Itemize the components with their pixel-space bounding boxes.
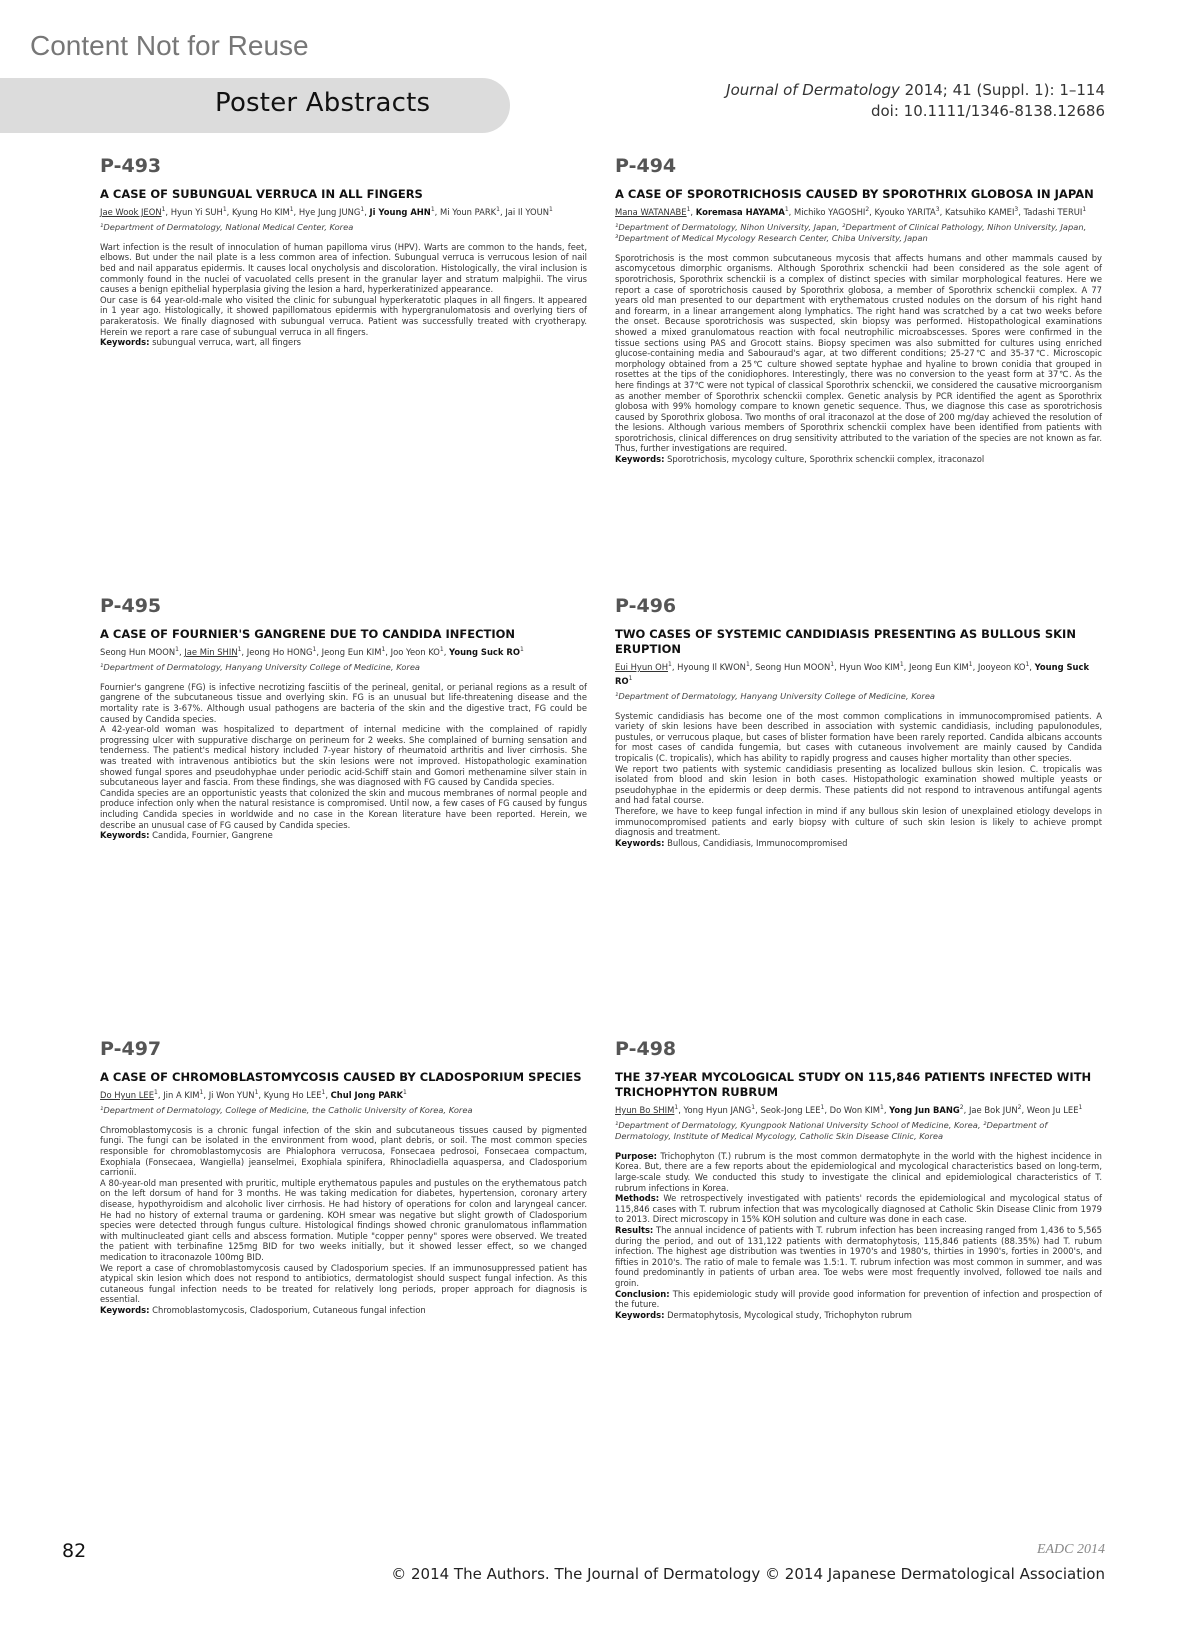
author-name: Seok-Jong LEE bbox=[760, 1104, 821, 1115]
journal-volume: 2014; 41 (Suppl. 1): 1–114 bbox=[899, 81, 1105, 99]
author-name: Jeong Ho HONG bbox=[246, 646, 313, 657]
author-name: Hyun Yi SUH bbox=[170, 206, 223, 217]
section-label: Purpose: bbox=[615, 1150, 657, 1161]
author-affiliation-mark: 1 bbox=[154, 1089, 158, 1096]
author-affiliation-mark: 1 bbox=[668, 661, 672, 668]
keywords bbox=[615, 1310, 1102, 1321]
author-name: Mi Youn PARK bbox=[439, 206, 497, 217]
author-affiliation-mark: 1 bbox=[686, 206, 691, 213]
author-affiliation-mark: 1 bbox=[312, 646, 317, 653]
abstract-id: P-494 bbox=[615, 155, 677, 177]
author-list: Seong Hun MOON$^1$, Jae Min SHIN$^1$, Jeong Ho HONG$^1$, Jeong Eun KIM$^1$, Joo Yeon $KO^1$, Young Suck $RO^1$ bbox=[100, 646, 524, 657]
author-affiliation-mark: 1 bbox=[175, 646, 179, 653]
abstract-p-498 bbox=[615, 1038, 1102, 1320]
abstract-id: P-493 bbox=[100, 155, 162, 177]
author-name: Jai Il YOUN bbox=[505, 206, 550, 217]
author-affiliation-mark: 1 bbox=[519, 646, 524, 653]
body-paragraph bbox=[100, 1178, 587, 1263]
abstract-body bbox=[100, 682, 587, 830]
paragraph-text: We retrospectively investigated with patients' records the epidemiological and mycological status of 115,846 cases with T. rubrum infection that was mycologically diagnosed at Catholic Skin Disease Clinic from 1979 to 2013. Direct microscopy in 15% KOH solution and culture was done in each case. bbox=[615, 1193, 1102, 1225]
keywords bbox=[615, 838, 1102, 849]
abstract-id: P-498 bbox=[615, 1038, 677, 1060]
body-paragraph bbox=[615, 711, 1102, 764]
author-name: Jooyeon KO bbox=[977, 661, 1026, 672]
author-name: Kyouko YARITA bbox=[874, 206, 936, 217]
author-affiliation-mark: 1 bbox=[496, 206, 500, 213]
keywords-label: Keywords: bbox=[100, 830, 150, 841]
affiliations: ¹Department of Dermatology, Nihon University, Japan, ²Department of Clinical Pathology, Nihon University, Japan, ³Department of Medical Mycology Research Center, Chiba University, Japan bbox=[615, 221, 1087, 243]
conference-label: EADC 2014 bbox=[1036, 1542, 1105, 1557]
abstract-title: A CASE OF SUBUNGUAL VERRUCA IN ALL FINGERS bbox=[100, 187, 423, 201]
author-affiliation-mark: 1 bbox=[968, 661, 973, 668]
keywords-text: Chromoblastomycosis, Cladosporium, Cutaneous fungal infection bbox=[149, 1304, 426, 1315]
abstract-title: TWO CASES OF SYSTEMIC CANDIDIASIS PRESENTING AS BULLOUS SKIN ERUPTION bbox=[615, 627, 1076, 656]
body-paragraph bbox=[100, 242, 587, 295]
author-affiliation-mark: 1 bbox=[289, 206, 294, 213]
affiliations: ¹Department of Dermatology, Kyungpook National University School of Medicine, Korea, ²Department of Dermatology, Institute of Medical Mycology, Catholic Skin Disease Clinic, Korea bbox=[615, 1119, 1048, 1141]
keywords-label: Keywords: bbox=[615, 837, 665, 848]
paragraph-text: Therefore, we have to keep fungal infection in mind if any bullous skin lesion of unexplained etiology develops in immunocompromised patients and early biopsy with culture of such skin lesion is likely to achieve prompt diagnosis and treatment. bbox=[615, 805, 1102, 838]
body-paragraph bbox=[100, 788, 587, 830]
author-affiliation-mark: 1 bbox=[1025, 661, 1030, 668]
abstract-body bbox=[615, 1151, 1102, 1310]
author-name: Chul Jong PARK bbox=[330, 1089, 404, 1100]
paragraph-text: A 42-year-old woman was hospitalized to department of internal medicine with the complained of rapidly progressing ulcer with suppurative discharge on perineum for 2 weeks. She complained of burning sensation and tenderness. The patient's medical history included 7-year history of rheumatoid arthritis and liver cirrhosis. She was treated with intravenous antibiotics but the skin lesions were not improved. Histopathologic examination showed fungal spores and pseudohyphae under periodic acid-Schiff stain and Gomori methenamine silver stain in subcutaneous layer and fascia. From these findings, she was diagnosed with FG caused by Candida species. bbox=[100, 724, 587, 788]
author-affiliation-mark: 1 bbox=[222, 206, 227, 213]
keywords bbox=[100, 1305, 587, 1316]
author-name: Weon Ju LEE bbox=[1026, 1104, 1079, 1115]
abstract-body bbox=[100, 1125, 587, 1305]
affiliations: ¹Department of Dermatology, National Medical Center, Korea bbox=[100, 221, 354, 232]
body-paragraph bbox=[100, 295, 587, 337]
section-label: Methods: bbox=[615, 1193, 660, 1204]
author-affiliation-mark: 1 bbox=[381, 646, 386, 653]
paragraph-text: Our case is 64 year-old-male who visited the clinic for subungual hyperkeratotic plaques in all fingers. It appeared in 1 year ago. Histologically, it showed papillomatous epidermis with hypergranulomatosis and overlying tiers of parakeratosis. We finally diagnosed with subungual verruca. Patient was successfully treated with cryotherapy. Herein we report a rare case of subungual verruca in all fingers. bbox=[100, 294, 587, 337]
abstract-title: A CASE OF CHROMOBLASTOMYCOSIS CAUSED BY CLADOSPORIUM SPECIES bbox=[100, 1070, 582, 1084]
paragraph-text: A 80-year-old man presented with pruritic, multiple erythematous papules and pustules on the erythematous patch on the left dorsum of hand for 3 months. He was taking medication for diabetes, hypertension, coronary artery disease, hypothyroidism and alcoholic liver cirrhosis. He had history of operations for colon and laryngeal cancer. He had no history of external trauma or gardening. KOH smear was negative but slight growth of Cladosporium species were detected through fungus culture. Histological findings showed chronic granulomatous inflammation with multinucleated giant cells and abscess formation. Mutiple "copper penny" spores were observed. We treated the patient with terbinafine 125mg BID for two weeks initially, but it showed lesser effect, so we changed medication to itraconazole 100mg BID. bbox=[100, 1177, 587, 1262]
author-name: Katsuhiko KAMEI bbox=[944, 206, 1015, 217]
body-paragraph bbox=[100, 1125, 587, 1178]
abstract-id: P-495 bbox=[100, 595, 162, 617]
author-affiliation-mark: 2 bbox=[959, 1104, 964, 1111]
author-affiliation-mark: 1 bbox=[439, 646, 444, 653]
paragraph-text: Trichophyton (T.) rubrum is the most common dermatophyte in the world with the highest incidence in Korea. But, there are a few reports about the epidemiological and mycological characteristics based on long-term, large-scale study. We conducted this study to investigate the clinical and epidemiological characteristics of T. rubrum infections in Korea. bbox=[615, 1150, 1102, 1193]
section-title: Poster Abstracts bbox=[215, 88, 431, 118]
author-name: Yong Jun BANG bbox=[889, 1104, 960, 1115]
affiliations: ¹Department of Dermatology, Hanyang University College of Medicine, Korea bbox=[615, 690, 936, 701]
journal-doi: doi: 10.1111/1346-8138.12686 bbox=[870, 102, 1105, 120]
author-name: Mana WATANABE bbox=[615, 206, 687, 217]
paragraph-text: Wart infection is the result of innoculation of human papilloma virus (HPV). Warts are common to the hands, feet, elbows. But under the nail plate is a less common area of infection. Subungual verruca is verrucous lesion of nail bed and nail apparatus epidermis. It causes local onycholysis and discoloration. Histologically, the viral inclusion is commonly found in the nuclei of vacuolated cells present in the granular layer and stratum malpighii. The virus causes a benign epithelial hyperplasia giving the lesion a hard, hyperkeratinized appearance. bbox=[100, 241, 587, 295]
author-name: Hyun Bo SHIM bbox=[615, 1104, 675, 1115]
body-paragraph bbox=[615, 764, 1102, 806]
journal-citation bbox=[726, 80, 1105, 122]
body-paragraph bbox=[615, 253, 1102, 454]
page-number: 82 bbox=[62, 1540, 87, 1562]
author-name: Ji Won YUN bbox=[208, 1089, 255, 1100]
abstract-p-493 bbox=[100, 155, 587, 348]
abstract-id: P-497 bbox=[100, 1038, 162, 1060]
body-paragraph bbox=[615, 1151, 1102, 1193]
author-affiliation-mark: 1 bbox=[430, 206, 435, 213]
body-paragraph bbox=[615, 1193, 1102, 1225]
section-label: Results: bbox=[615, 1224, 654, 1235]
author-name: Yong Hyun JANG bbox=[683, 1104, 752, 1115]
keywords bbox=[100, 830, 587, 841]
author-affiliation-mark: 1 bbox=[1082, 206, 1087, 213]
author-name: Jeong Eun KIM bbox=[908, 661, 969, 672]
paragraph-text: Chromoblastomycosis is a chronic fungal infection of the skin and subcutaneous tissues caused by pigmented fungi. The fungi can be isolated in the environment from wood, plant debris, or soil. The most common species responsible for chromoblastomycosis are Phialophora verrucosa, Fonsecaea pedrosoi, Fonsecaea compactum, Exophiala (Fonsecaea, Wangiella) jeanselmei, Exophiala spinifera, Rhinocladiella aquaspersa, and Cladosporium carrionii. bbox=[100, 1124, 587, 1178]
paragraph-text: Systemic candidiasis has become one of the most common complications in immunocompromised patients. A variety of skin lesions have been described in association with systemic candidiasis, including papulonodules, pustules, or verrucous plaque, but cases of blister formation have been rarely reported. Candida albicans accounts for most cases of candida fungemia, but cases with cutaneous involvement are mainly caused by Candida tropicalis (C. tropicalis), which has ability to rapidly progress and causes higher mortality than other species. bbox=[615, 710, 1102, 763]
author-name: Kyung Ho LEE bbox=[263, 1089, 322, 1100]
affiliations: ¹Department of Dermatology, College of Medicine, the Catholic University of Korea, Korea bbox=[100, 1104, 473, 1115]
abstract-p-497 bbox=[100, 1038, 587, 1315]
paragraph-text: The annual incidence of patients with T. rubrum infection has been increasing ranged from 1,436 to 5,565 during the period, and out of 131,122 patients with dermatophytosis, 115,846 patients (88.35%) had T. rubum infection. The highest age distribution was twenties in 1970's and 1980's, thirties in 1990's, forties in 2000's, and fifties in 2010's. The ratio of male to female was 1.5:1. T. rubrum infection was most common in summer, and was found predominantly in patients of urban area. Toe webs were most frequently involved, followed toe nails and groin. bbox=[615, 1224, 1102, 1288]
keywords-label: Keywords: bbox=[100, 1304, 150, 1315]
author-affiliation-mark: 1 bbox=[745, 661, 750, 668]
abstract-body bbox=[615, 253, 1102, 454]
author-name: Hye Jung JUNG bbox=[298, 206, 361, 217]
abstract-p-495 bbox=[100, 595, 587, 841]
author-name: Jae Min SHIN bbox=[184, 646, 238, 657]
author-affiliation-mark: 1 bbox=[403, 1089, 407, 1096]
body-paragraph bbox=[100, 1263, 587, 1305]
author-affiliation-mark: 1 bbox=[899, 661, 904, 668]
keywords-label: Keywords: bbox=[100, 337, 150, 348]
author-name: Jae Wook JEON bbox=[100, 206, 162, 217]
author-name: Tadashi TERUI bbox=[1023, 206, 1083, 217]
paragraph-text: Fournier's gangrene (FG) is infective necrotizing fasciitis of the perineal, genital, or perianal regions as a result of gangrene of the subcutaneous tissue and overlying skin. FG is an unusual but life-threatening disease and the mortality rate is 3-67%. Although usual pathogens are bacteria of the skin and the digestive tract, FG could be caused by Candida species. bbox=[100, 681, 587, 724]
author-list: Eui Hyun $OH^1$, Hyoung Il KWON$^1$, Seong Hun MOON$^1$, Hyun Woo KIM$^1$, Jeong Eun KIM$^1$, Jooyeon $KO^1$, Young Suck $RO^1$ bbox=[615, 661, 1090, 686]
abstract-title: A CASE OF FOURNIER'S GANGRENE DUE TO CANDIDA INFECTION bbox=[100, 627, 516, 641]
author-affiliation-mark: 1 bbox=[199, 1089, 204, 1096]
keywords-text: Sporotrichosis, mycology culture, Sporothrix schenckii complex, itraconazol bbox=[664, 454, 985, 465]
author-name: Michiko YAGOSHI bbox=[794, 206, 866, 217]
keywords-text: Bullous, Candidiasis, Immunocompromised bbox=[664, 837, 848, 848]
author-name: Hyun Woo KIM bbox=[839, 661, 900, 672]
author-name: Eui Hyun OH bbox=[615, 661, 669, 672]
author-affiliation-mark: 1 bbox=[879, 1104, 884, 1111]
author-list: Mana WATANABE$^1$, Koremasa HAYAMA$^1$, Michiko YAGOSHI$^2$, Kyouko YARITA$^3$, Katsuhiko KAMEI$^3$, Tadashi TERUI$^1$ bbox=[615, 206, 1087, 217]
paragraph-text: We report a case of chromoblastomycosis caused by Cladosporium species. If an immunosuppressed patient has atypical skin lesion which does not respond to antibiotics, dermatologist should suspect fungal infection. As this cutaneous fungal infection needs to be treated for relatively long periods, proper approach for diagnosis is essential. bbox=[100, 1262, 587, 1305]
author-name: Kyung Ho KIM bbox=[232, 206, 290, 217]
author-list: Hyun Bo SHIM$^1$, Yong Hyun JANG$^1$, Seok-Jong LEE$^1$, Do Won KIM$^1$, Yong Jun BANG$^2$, Jae Bok JUN$^2$, Weon Ju LEE$^1$ bbox=[615, 1104, 1083, 1115]
author-name: Seong Hun MOON bbox=[755, 661, 831, 672]
paragraph-text: We report two patients with systemic candidiasis presenting as localized bullous skin lesion. C. tropicalis was isolated from blood and skin lesion in both cases. Histopathologic examination showed multiple yeasts or pseudohyphae in the epidermis or deep dermis. These patients did not respond to intravenous antifungal agents and had fatal course. bbox=[615, 763, 1102, 806]
author-name: Do Won KIM bbox=[829, 1104, 880, 1115]
author-affiliation-mark: 1 bbox=[674, 1104, 679, 1111]
abstract-id: P-496 bbox=[615, 595, 677, 617]
body-paragraph bbox=[615, 1225, 1102, 1289]
author-name: Koremasa HAYAMA bbox=[695, 206, 785, 217]
author-name: Jin A KIM bbox=[163, 1089, 200, 1100]
abstract-body bbox=[100, 242, 587, 337]
keywords-text: Dermatophytosis, Mycological study, Trichophyton rubrum bbox=[664, 1309, 912, 1320]
abstract-p-496 bbox=[615, 595, 1102, 848]
author-affiliation-mark: 3 bbox=[1014, 206, 1019, 213]
author-affiliation-mark: 1 bbox=[161, 206, 166, 213]
watermark-text: Content Not for Reuse bbox=[30, 30, 309, 61]
body-paragraph bbox=[615, 806, 1102, 838]
keywords bbox=[100, 337, 587, 348]
abstract-p-494 bbox=[615, 155, 1102, 465]
author-affiliation-mark: 1 bbox=[820, 1104, 825, 1111]
keywords-text: Candida, Fournier, Gangrene bbox=[149, 830, 273, 841]
author-name: Jeong Eun KIM bbox=[321, 646, 382, 657]
paragraph-text: Candida species are an opportunistic yeasts that colonized the skin and mucous membranes of normal people and produce infection only when the natural resistance is compromised. Until now, a few cases of FG caused by fungus including Candida species in worldwide and no case in the Korean literature have been reported. Herein, we describe an unusual case of FG caused by Candida species. bbox=[100, 787, 587, 830]
body-paragraph bbox=[100, 682, 587, 724]
author-affiliation-mark: 1 bbox=[549, 206, 553, 213]
author-name: Joo Yeon KO bbox=[390, 646, 440, 657]
keywords-text: subungual verruca, wart, all fingers bbox=[149, 337, 302, 348]
author-name: Do Hyun LEE bbox=[100, 1089, 155, 1100]
body-paragraph bbox=[615, 1289, 1102, 1310]
author-affiliation-mark: 1 bbox=[628, 674, 633, 682]
author-affiliation-mark: 1 bbox=[321, 1089, 326, 1096]
author-name: Jae Bok JUN bbox=[968, 1104, 1018, 1115]
abstract-body bbox=[615, 711, 1102, 838]
author-name: Ji Young AHN bbox=[369, 206, 431, 217]
paragraph-text: Sporotrichosis is the most common subcutaneous mycosis that affects humans and other mammals caused by ascomycetous dimorphic organisms. Although Sporothrix schenckii had been considered as the sole agent of sporotrichosis, Sporothrix schenckii is a complex of distinct species with similar morphological features. Here we report a case of sporotrichosis caused by Sporothrix globosa, a member of Sporothrix schenckii complex. A 77 years old man presented to our department with erythematous crusted nodules on the dorsum of his right hand and forearm, in a linear arrangement along lymphatics. The right hand was scratched by a cat two weeks before the onset. Because sporotrichosis was suspected, skin biopsy was performed. Histopathological examinations showed a mixed granulomatous reaction with focal neutrophilic microabscesses. Spores were confirmed in the tissue sections using PAS and Grocott stains. Biopsy specimen was also submitted for cultures using enriched glucose-containing media and Sabouraud's agar, at two different conditions; 25-27℃ and 35-37℃. Microscopic morphology obtained from a 25℃ culture showed septate hyphae and hyaline to brown conidia that grouped in rosettes at the tips of the conidiophores. Interestingly, there was no conversion to the yeast form at 37℃. As the here findings at 37℃ were not typical of classical Sporothrix schenckii, we considered the causative microorganism as another member of Sporothrix schenckii complex. Genetic analysis by PCR identified the agent as Sporothrix globosa with 99% homology compare to known genetic sequence. Thus, we diagnose this case as sporotrichosis caused by Sporothrix globosa. Two months of oral itraconazol at the dose of 200 mg/day achieved the resolution of the lesions. Although various members of Sporothrix schenckii complex have been identified from patients with sporotrichosis, clinical differences on drug sensitivity attributed to the variation of the species are not known as far. Thus, further investigations are required. bbox=[615, 252, 1102, 454]
author-affiliation-mark: 1 bbox=[751, 1104, 756, 1111]
author-affiliation-mark: 1 bbox=[360, 206, 365, 213]
author-affiliation-mark: 1 bbox=[254, 1089, 259, 1096]
section-label: Conclusion: bbox=[615, 1288, 670, 1299]
journal-name: Journal of Dermatology bbox=[726, 81, 900, 99]
author-list: Jae Wook JEON$^1$, Hyun Yi SUH$^1$, Kyung Ho KIM$^1$, Hye Jung JUNG$^1$, Ji Young AHN$^1$, Mi Youn PARK$^1$, Jai Il YOUN$^1$ bbox=[100, 206, 553, 217]
author-affiliation-mark: 3 bbox=[935, 206, 940, 213]
author-affiliation-mark: 2 bbox=[865, 206, 870, 213]
author-list: Do Hyun LEE$^1$, Jin A KIM$^1$, Ji Won YUN$^1$, Kyung Ho LEE$^1$, Chul Jong PARK$^1$ bbox=[100, 1089, 407, 1100]
author-name: Young Suck RO bbox=[449, 646, 520, 657]
copyright-line: © 2014 The Authors. The Journal of Dermatology © 2014 Japanese Dermatological Association bbox=[391, 1565, 1105, 1583]
abstract-title: A CASE OF SPOROTRICHOSIS CAUSED BY SPOROTHRIX GLOBOSA IN JAPAN bbox=[615, 187, 1094, 201]
author-affiliation-mark: 1 bbox=[1078, 1104, 1083, 1111]
abstract-title: THE 37-YEAR MYCOLOGICAL STUDY ON 115,846 PATIENTS INFECTED WITH TRICHOPHYTON RUBRUM bbox=[615, 1070, 1092, 1099]
keywords-label: Keywords: bbox=[615, 1309, 665, 1320]
affiliations: ¹Department of Dermatology, Hanyang University College of Medicine, Korea bbox=[100, 661, 421, 672]
author-name: Seong Hun MOON bbox=[100, 646, 176, 657]
paragraph-text: This epidemiologic study will provide good information for prevention of infection and prospection of the future. bbox=[615, 1288, 1102, 1310]
author-affiliation-mark: 1 bbox=[784, 206, 789, 213]
author-name: Hyoung Il KWON bbox=[677, 661, 746, 672]
author-affiliation-mark: 1 bbox=[830, 661, 835, 668]
author-affiliation-mark: 1 bbox=[237, 646, 242, 653]
keywords-label: Keywords: bbox=[615, 454, 665, 465]
body-paragraph bbox=[100, 724, 587, 788]
author-affiliation-mark: 2 bbox=[1017, 1104, 1022, 1111]
author-name: Young Suck RO bbox=[615, 661, 1090, 686]
keywords bbox=[615, 454, 1102, 465]
